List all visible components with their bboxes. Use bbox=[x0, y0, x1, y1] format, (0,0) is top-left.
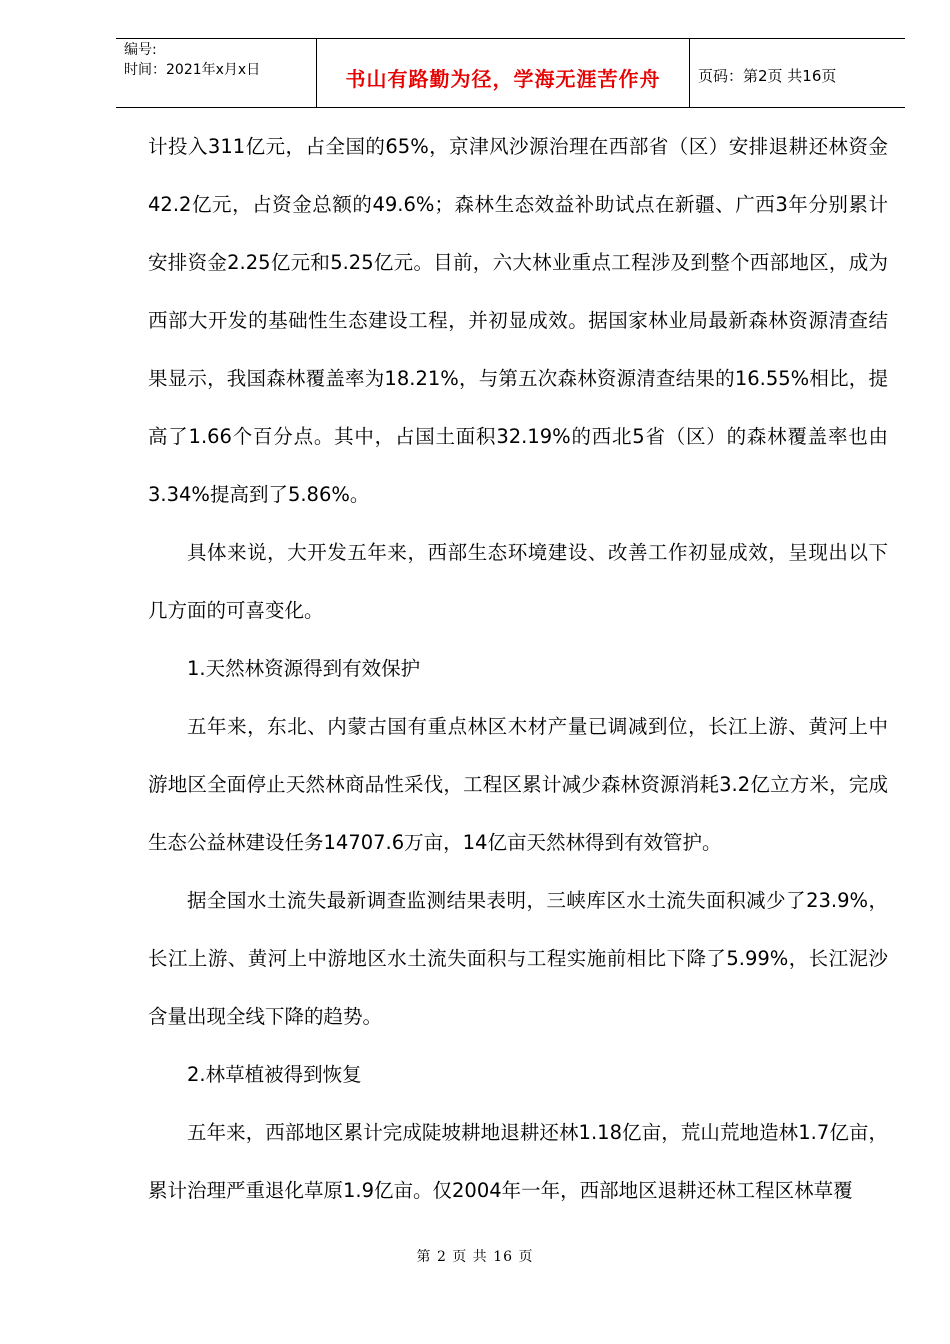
header-page-number: 页码：第2页 共16页 bbox=[698, 67, 837, 85]
document-code-label: 编号: bbox=[124, 42, 157, 58]
section-heading-natural-forest: 1.天然林资源得到有效保护 bbox=[187, 657, 421, 680]
document-body bbox=[148, 118, 888, 1220]
header-meta bbox=[116, 39, 316, 107]
page-header bbox=[116, 38, 905, 108]
header-motto-cell bbox=[316, 39, 690, 107]
header-page-cell bbox=[690, 39, 905, 107]
section-heading-vegetation: 2.林草植被得到恢复 bbox=[187, 1063, 362, 1086]
header-motto: 书山有路勤为径，学海无涯苦作舟 bbox=[345, 67, 661, 91]
page-footer: 第 2 页 共 16 页 bbox=[416, 1249, 534, 1265]
paragraph-natural-forest: 五年来，东北、内蒙古国有重点林区木材产量已调减到位，长江上游、黄河上中游地区全面停止天然林商品性采伐，工程区累计减少森林资源消耗3.2亿立方米，完成生态公益林建设任务14707.6万亩，14亿亩天然林得到有效管护。 bbox=[148, 715, 888, 854]
paragraph-summary: 具体来说，大开发五年来，西部生态环境建设、改善工作初显成效，呈现出以下几方面的可喜变化。 bbox=[148, 541, 888, 622]
paragraph-soil-erosion: 据全国水土流失最新调查监测结果表明，三峡库区水土流失面积减少了23.9%，长江上游、黄河上中游地区水土流失面积与工程实施前相比下降了5.99%，长江泥沙含量出现全线下降的趋势。 bbox=[148, 889, 888, 1028]
document-time-label: 时间：2021年x月x日 bbox=[124, 62, 261, 78]
paragraph-continuation: 计投入311亿元，占全国的65%，京津风沙源治理在西部省（区）安排退耕还林资金42.2亿元，占资金总额的49.6%；森林生态效益补助试点在新疆、广西3年分别累计安排资金2.25亿元和5.25亿元。目前，六大林业重点工程涉及到整个西部地区，成为西部大开发的基础性生态建设工程，并初显成效。据国家林业局最新森林资源清查结果显示，我国森林覆盖率为18.21%，与第五次森林资源清查结果的16.55%相比，提高了1.66个百分点。其中，占国土面积32.19%的西北5省（区）的森林覆盖率也由3.34%提高到了5.86%。 bbox=[148, 135, 888, 506]
paragraph-vegetation: 五年来，西部地区累计完成陡坡耕地退耕还林1.18亿亩，荒山荒地造林1.7亿亩，累计治理严重退化草原1.9亿亩。仅2004年一年，西部地区退耕还林工程区林草覆 bbox=[148, 1121, 888, 1202]
